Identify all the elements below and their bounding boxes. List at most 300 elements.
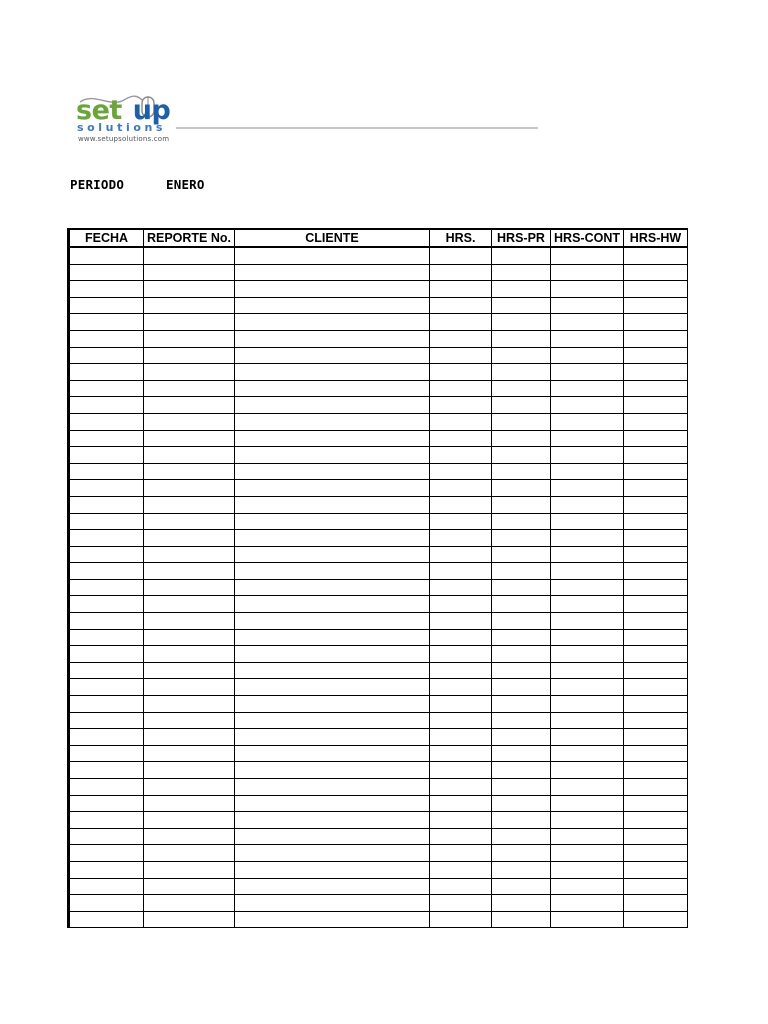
table-cell[interactable]	[69, 496, 144, 513]
table-cell[interactable]	[69, 430, 144, 447]
table-cell[interactable]	[144, 596, 235, 613]
table-cell[interactable]	[69, 795, 144, 812]
table-cell[interactable]	[624, 264, 688, 281]
table-cell[interactable]	[551, 712, 624, 729]
table-cell[interactable]	[69, 662, 144, 679]
table-cell[interactable]	[235, 463, 430, 480]
table-cell[interactable]	[492, 712, 551, 729]
table-cell[interactable]	[430, 596, 492, 613]
table-cell[interactable]	[69, 447, 144, 464]
table-cell[interactable]	[430, 795, 492, 812]
table-cell[interactable]	[430, 496, 492, 513]
table-row	[69, 247, 688, 264]
table-cell[interactable]	[624, 530, 688, 547]
table-cell[interactable]	[551, 613, 624, 630]
table-cell[interactable]	[430, 530, 492, 547]
column-header: CLIENTE	[235, 229, 430, 247]
table-cell[interactable]	[624, 563, 688, 580]
table-row	[69, 397, 688, 414]
table-cell[interactable]	[235, 629, 430, 646]
table-cell[interactable]	[492, 264, 551, 281]
table-cell[interactable]	[144, 911, 235, 928]
table-cell[interactable]	[624, 845, 688, 862]
table-cell[interactable]	[144, 812, 235, 829]
table-cell[interactable]	[492, 563, 551, 580]
table-cell[interactable]	[624, 463, 688, 480]
table-cell[interactable]	[551, 380, 624, 397]
table-cell[interactable]	[430, 745, 492, 762]
table-cell[interactable]	[144, 579, 235, 596]
table-cell[interactable]	[492, 447, 551, 464]
table-cell[interactable]	[235, 845, 430, 862]
table-cell[interactable]	[492, 380, 551, 397]
table-cell[interactable]	[430, 430, 492, 447]
table-cell[interactable]	[235, 878, 430, 895]
table-cell[interactable]	[551, 845, 624, 862]
table-cell[interactable]	[430, 447, 492, 464]
table-cell[interactable]	[69, 679, 144, 696]
table-cell[interactable]	[624, 861, 688, 878]
table-cell[interactable]	[551, 861, 624, 878]
table-cell[interactable]	[144, 712, 235, 729]
table-cell[interactable]	[430, 480, 492, 497]
table-cell[interactable]	[430, 314, 492, 331]
table-cell[interactable]	[551, 563, 624, 580]
table-cell[interactable]	[551, 828, 624, 845]
table-cell[interactable]	[69, 779, 144, 796]
table-cell[interactable]	[235, 911, 430, 928]
logo-url: www.setupsolutions.com	[78, 135, 170, 143]
table-cell[interactable]	[144, 613, 235, 630]
table-cell[interactable]	[551, 281, 624, 298]
table-cell[interactable]	[492, 297, 551, 314]
table-cell[interactable]	[551, 364, 624, 381]
table-cell[interactable]	[624, 579, 688, 596]
table-cell[interactable]	[624, 762, 688, 779]
table-cell[interactable]	[235, 596, 430, 613]
table-cell[interactable]	[69, 314, 144, 331]
table-cell[interactable]	[144, 380, 235, 397]
table-cell[interactable]	[551, 679, 624, 696]
table-cell[interactable]	[235, 679, 430, 696]
table-cell[interactable]	[430, 646, 492, 663]
table-cell[interactable]	[235, 330, 430, 347]
table-cell[interactable]	[235, 745, 430, 762]
table-row	[69, 779, 688, 796]
table-cell[interactable]	[492, 413, 551, 430]
table-cell[interactable]	[551, 745, 624, 762]
table-cell[interactable]	[235, 646, 430, 663]
table-cell[interactable]	[69, 364, 144, 381]
table-cell[interactable]	[624, 413, 688, 430]
table-cell[interactable]	[144, 297, 235, 314]
table-cell[interactable]	[492, 496, 551, 513]
table-cell[interactable]	[235, 795, 430, 812]
table-cell[interactable]	[69, 712, 144, 729]
table-cell[interactable]	[551, 297, 624, 314]
table-cell[interactable]	[69, 513, 144, 530]
table-cell[interactable]	[235, 563, 430, 580]
table-cell[interactable]	[144, 314, 235, 331]
table-cell[interactable]	[69, 845, 144, 862]
table-cell[interactable]	[69, 828, 144, 845]
table-cell[interactable]	[492, 762, 551, 779]
table-cell[interactable]	[492, 729, 551, 746]
table-cell[interactable]	[235, 314, 430, 331]
table-cell[interactable]	[551, 878, 624, 895]
table-cell[interactable]	[144, 895, 235, 912]
table-cell[interactable]	[430, 845, 492, 862]
table-cell[interactable]	[492, 480, 551, 497]
table-cell[interactable]	[492, 247, 551, 264]
table-cell[interactable]	[551, 812, 624, 829]
table-cell[interactable]	[69, 297, 144, 314]
table-cell[interactable]	[144, 779, 235, 796]
table-cell[interactable]	[144, 729, 235, 746]
table-cell[interactable]	[430, 878, 492, 895]
table-cell[interactable]	[430, 696, 492, 713]
table-cell[interactable]	[69, 613, 144, 630]
table-cell[interactable]	[430, 613, 492, 630]
table-cell[interactable]	[69, 911, 144, 928]
table-cell[interactable]	[624, 447, 688, 464]
table-cell[interactable]	[144, 430, 235, 447]
table-cell[interactable]	[144, 828, 235, 845]
table-cell[interactable]	[492, 662, 551, 679]
table-cell[interactable]	[492, 513, 551, 530]
table-cell[interactable]	[144, 646, 235, 663]
table-cell[interactable]	[551, 496, 624, 513]
table-cell[interactable]	[144, 861, 235, 878]
table-cell[interactable]	[430, 297, 492, 314]
table-cell[interactable]	[492, 596, 551, 613]
table-cell[interactable]	[551, 264, 624, 281]
table-cell[interactable]	[430, 397, 492, 414]
table-cell[interactable]	[551, 762, 624, 779]
table-cell[interactable]	[430, 729, 492, 746]
table-cell[interactable]	[551, 646, 624, 663]
table-cell[interactable]	[69, 530, 144, 547]
table-cell[interactable]	[492, 463, 551, 480]
table-cell[interactable]	[624, 646, 688, 663]
table-cell[interactable]	[144, 845, 235, 862]
table-cell[interactable]	[430, 281, 492, 298]
table-cell[interactable]	[624, 696, 688, 713]
table-cell[interactable]	[624, 380, 688, 397]
table-cell[interactable]	[144, 762, 235, 779]
table-cell[interactable]	[235, 447, 430, 464]
table-cell[interactable]	[551, 596, 624, 613]
table-cell[interactable]	[430, 911, 492, 928]
table-cell[interactable]	[551, 347, 624, 364]
table-cell[interactable]	[144, 347, 235, 364]
table-cell[interactable]	[235, 264, 430, 281]
table-cell[interactable]	[144, 247, 235, 264]
table-cell[interactable]	[235, 546, 430, 563]
table-cell[interactable]	[551, 480, 624, 497]
table-cell[interactable]	[624, 596, 688, 613]
table-cell[interactable]	[144, 745, 235, 762]
table-cell[interactable]	[492, 911, 551, 928]
table-cell[interactable]	[551, 247, 624, 264]
table-cell[interactable]	[430, 264, 492, 281]
period-value: ENERO	[166, 177, 205, 192]
table-cell[interactable]	[551, 629, 624, 646]
table-cell[interactable]	[492, 281, 551, 298]
table-cell[interactable]	[492, 397, 551, 414]
table-cell[interactable]	[624, 712, 688, 729]
table-cell[interactable]	[144, 878, 235, 895]
table-cell[interactable]	[492, 629, 551, 646]
table-cell[interactable]	[235, 413, 430, 430]
table-cell[interactable]	[69, 281, 144, 298]
table-cell[interactable]	[430, 563, 492, 580]
table-cell[interactable]	[69, 463, 144, 480]
table-cell[interactable]	[69, 895, 144, 912]
table-cell[interactable]	[551, 729, 624, 746]
table-cell[interactable]	[69, 878, 144, 895]
table-row	[69, 745, 688, 762]
table-cell[interactable]	[235, 729, 430, 746]
table-cell[interactable]	[624, 729, 688, 746]
table-cell[interactable]	[624, 496, 688, 513]
table-cell[interactable]	[69, 480, 144, 497]
table-cell[interactable]	[69, 762, 144, 779]
table-cell[interactable]	[430, 662, 492, 679]
table-cell[interactable]	[235, 712, 430, 729]
table-cell[interactable]	[235, 662, 430, 679]
table-cell[interactable]	[551, 662, 624, 679]
table-cell[interactable]	[235, 281, 430, 298]
table-cell[interactable]	[144, 679, 235, 696]
table-row	[69, 712, 688, 729]
table-cell[interactable]	[69, 812, 144, 829]
table-cell[interactable]	[430, 828, 492, 845]
table-cell[interactable]	[492, 779, 551, 796]
table-cell[interactable]	[492, 861, 551, 878]
table-cell[interactable]	[144, 496, 235, 513]
table-cell[interactable]	[69, 546, 144, 563]
table-cell[interactable]	[551, 579, 624, 596]
table-cell[interactable]	[69, 264, 144, 281]
table-cell[interactable]	[430, 546, 492, 563]
table-cell[interactable]	[235, 496, 430, 513]
table-cell[interactable]	[624, 911, 688, 928]
table-cell[interactable]	[430, 364, 492, 381]
table-cell[interactable]	[551, 513, 624, 530]
table-cell[interactable]	[430, 762, 492, 779]
table-cell[interactable]	[430, 347, 492, 364]
table-cell[interactable]	[624, 745, 688, 762]
table-cell[interactable]	[144, 546, 235, 563]
table-cell[interactable]	[430, 861, 492, 878]
table-cell[interactable]	[235, 812, 430, 829]
table-cell[interactable]	[235, 530, 430, 547]
table-cell[interactable]	[235, 579, 430, 596]
table-cell[interactable]	[235, 895, 430, 912]
table-cell[interactable]	[430, 712, 492, 729]
table-cell[interactable]	[144, 447, 235, 464]
table-cell[interactable]	[551, 330, 624, 347]
table-cell[interactable]	[551, 911, 624, 928]
table-cell[interactable]	[492, 314, 551, 331]
table-cell[interactable]	[235, 613, 430, 630]
table-cell[interactable]	[144, 696, 235, 713]
table-cell[interactable]	[624, 679, 688, 696]
table-cell[interactable]	[624, 397, 688, 414]
table-cell[interactable]	[551, 397, 624, 414]
table-cell[interactable]	[430, 779, 492, 796]
table-row	[69, 646, 688, 663]
table-cell[interactable]	[69, 563, 144, 580]
table-cell[interactable]	[551, 795, 624, 812]
table-cell[interactable]	[430, 413, 492, 430]
table-cell[interactable]	[624, 347, 688, 364]
table-cell[interactable]	[492, 546, 551, 563]
table-cell[interactable]	[551, 546, 624, 563]
table-cell[interactable]	[492, 812, 551, 829]
table-cell[interactable]	[492, 613, 551, 630]
table-cell[interactable]	[235, 364, 430, 381]
table-cell[interactable]	[492, 347, 551, 364]
table-cell[interactable]	[235, 247, 430, 264]
table-cell[interactable]	[492, 828, 551, 845]
table-cell[interactable]	[235, 779, 430, 796]
table-cell[interactable]	[624, 878, 688, 895]
table-cell[interactable]	[492, 878, 551, 895]
table-cell[interactable]	[551, 530, 624, 547]
table-cell[interactable]	[235, 347, 430, 364]
table-cell[interactable]	[492, 679, 551, 696]
table-cell[interactable]	[624, 330, 688, 347]
table-cell[interactable]	[624, 513, 688, 530]
table-cell[interactable]	[144, 563, 235, 580]
table-cell[interactable]	[430, 330, 492, 347]
table-cell[interactable]	[69, 745, 144, 762]
table-cell[interactable]	[235, 297, 430, 314]
table-cell[interactable]	[69, 729, 144, 746]
table-cell[interactable]	[144, 480, 235, 497]
table-cell[interactable]	[624, 812, 688, 829]
table-cell[interactable]	[69, 696, 144, 713]
table-cell[interactable]	[144, 264, 235, 281]
table-cell[interactable]	[69, 247, 144, 264]
table-cell[interactable]	[69, 629, 144, 646]
table-cell[interactable]	[492, 579, 551, 596]
table-cell[interactable]	[144, 513, 235, 530]
table-cell[interactable]	[492, 330, 551, 347]
table-cell[interactable]	[430, 679, 492, 696]
table-cell[interactable]	[492, 745, 551, 762]
table-cell[interactable]	[624, 247, 688, 264]
table-cell[interactable]	[492, 646, 551, 663]
table-cell[interactable]	[69, 596, 144, 613]
table-cell[interactable]	[551, 463, 624, 480]
table-cell[interactable]	[624, 828, 688, 845]
table-cell[interactable]	[624, 895, 688, 912]
table-cell[interactable]	[144, 364, 235, 381]
table-cell[interactable]	[235, 696, 430, 713]
table-cell[interactable]	[551, 696, 624, 713]
table-cell[interactable]	[69, 397, 144, 414]
table-cell[interactable]	[144, 413, 235, 430]
table-cell[interactable]	[551, 779, 624, 796]
table-cell[interactable]	[430, 463, 492, 480]
table-cell[interactable]	[144, 795, 235, 812]
table-cell[interactable]	[430, 513, 492, 530]
table-cell[interactable]	[69, 413, 144, 430]
table-cell[interactable]	[235, 397, 430, 414]
table-row	[69, 330, 688, 347]
table-cell[interactable]	[624, 314, 688, 331]
table-cell[interactable]	[430, 629, 492, 646]
table-cell[interactable]	[492, 430, 551, 447]
table-row	[69, 463, 688, 480]
table-cell[interactable]	[624, 662, 688, 679]
table-row	[69, 496, 688, 513]
table-cell[interactable]	[492, 530, 551, 547]
table-cell[interactable]	[492, 845, 551, 862]
table-cell[interactable]	[144, 463, 235, 480]
table-cell[interactable]	[235, 380, 430, 397]
table-cell[interactable]	[624, 480, 688, 497]
table-cell[interactable]	[430, 579, 492, 596]
table-cell[interactable]	[624, 613, 688, 630]
table-cell[interactable]	[624, 779, 688, 796]
table-cell[interactable]	[492, 895, 551, 912]
table-cell[interactable]	[551, 314, 624, 331]
table-cell[interactable]	[624, 546, 688, 563]
table-cell[interactable]	[69, 646, 144, 663]
table-cell[interactable]	[492, 364, 551, 381]
table-cell[interactable]	[144, 662, 235, 679]
table-cell[interactable]	[430, 380, 492, 397]
table-cell[interactable]	[235, 828, 430, 845]
table-cell[interactable]	[430, 247, 492, 264]
table-cell[interactable]	[551, 430, 624, 447]
table-cell[interactable]	[144, 629, 235, 646]
table-cell[interactable]	[69, 330, 144, 347]
table-cell[interactable]	[69, 579, 144, 596]
table-cell[interactable]	[69, 347, 144, 364]
table-cell[interactable]	[144, 530, 235, 547]
table-cell[interactable]	[624, 795, 688, 812]
table-cell[interactable]	[430, 895, 492, 912]
table-cell[interactable]	[492, 795, 551, 812]
table-cell[interactable]	[551, 447, 624, 464]
table-cell[interactable]	[235, 861, 430, 878]
table-cell[interactable]	[624, 629, 688, 646]
table-cell[interactable]	[235, 430, 430, 447]
table-cell[interactable]	[235, 762, 430, 779]
table-cell[interactable]	[69, 380, 144, 397]
table-cell[interactable]	[624, 364, 688, 381]
table-cell[interactable]	[144, 397, 235, 414]
table-cell[interactable]	[69, 861, 144, 878]
table-cell[interactable]	[624, 430, 688, 447]
table-cell[interactable]	[235, 513, 430, 530]
table-cell[interactable]	[492, 696, 551, 713]
table-cell[interactable]	[235, 480, 430, 497]
table-cell[interactable]	[624, 297, 688, 314]
table-cell[interactable]	[624, 281, 688, 298]
table-cell[interactable]	[430, 812, 492, 829]
table-cell[interactable]	[551, 895, 624, 912]
table-cell[interactable]	[144, 330, 235, 347]
table-cell[interactable]	[551, 413, 624, 430]
table-cell[interactable]	[144, 281, 235, 298]
table-row	[69, 314, 688, 331]
